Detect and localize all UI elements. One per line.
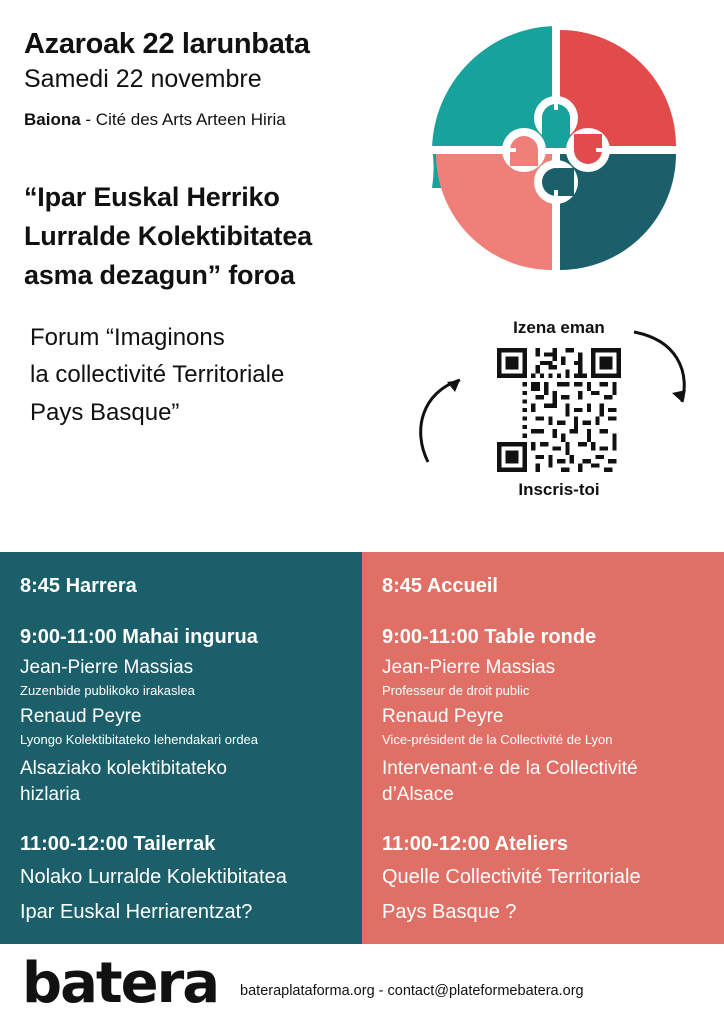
- qr-label-french: Inscris-toi: [518, 480, 600, 499]
- speaker1-name-french: Jean-Pierre Massias: [382, 657, 556, 678]
- forum-title-basque-line2: Lurralde Kolektibitatea: [24, 220, 312, 251]
- batera-logo: batera: [22, 951, 219, 1016]
- venue-city: Baiona: [24, 109, 81, 129]
- poster-footer: [0, 944, 724, 1024]
- qr-code[interactable]: [497, 348, 621, 472]
- forum-title-french-line1: Forum “Imaginons: [30, 324, 225, 352]
- speaker3-line2-french: d’Alsace: [382, 784, 454, 806]
- speaker3-line1-french: Intervenant·e de la Collectivité: [382, 758, 638, 780]
- speaker2-role-french: Vice-président de la Collectivité de Lyon: [382, 731, 613, 747]
- speaker2-role-basque: Lyongo Kolektibitateko lehendakari ordea: [20, 731, 259, 747]
- roundtable-time-basque: 9:00-11:00 Mahai ingurua: [20, 626, 258, 648]
- speaker1-name-basque: Jean-Pierre Massias: [20, 657, 194, 678]
- date-basque: Azaroak 22 larunbata: [24, 28, 310, 60]
- roundtable-time-french: 9:00-11:00 Table ronde: [382, 626, 597, 648]
- speaker3-line2-basque: hizlaria: [20, 784, 81, 806]
- forum-title-basque-line3: asma dezagun” foroa: [24, 260, 295, 291]
- workshop-line1-french: Quelle Collectivité Territoriale: [382, 865, 641, 888]
- program-section: [0, 552, 724, 944]
- workshop-line2-basque: Ipar Euskal Herriarentzat?: [20, 900, 253, 923]
- forum-title-french-line3: Pays Basque”: [30, 398, 180, 426]
- footer-contact: bateraplataforma.org - contact@plateformebatera.org: [240, 983, 584, 999]
- speaker2-name-french: Renaud Peyre: [382, 706, 504, 728]
- puzzle-logo-icon: [428, 22, 688, 282]
- welcome-time-basque: 8:45 Harrera: [20, 575, 137, 597]
- program-column-french: [362, 552, 724, 944]
- qr-label-basque: Izena eman: [513, 318, 605, 337]
- workshop-time-basque: 11:00-12:00 Tailerrak: [20, 832, 216, 855]
- arrow-right-icon: [628, 326, 700, 416]
- speaker3-line1-basque: Alsaziako kolektibitateko: [20, 758, 227, 780]
- date-french: Samedi 22 novembre: [24, 65, 262, 94]
- forum-title-basque: [24, 178, 444, 295]
- venue-name: - Cité des Arts Arteen Hiria: [85, 109, 286, 129]
- forum-title-french: [30, 319, 430, 431]
- welcome-time-french: 8:45 Accueil: [382, 575, 498, 597]
- workshop-line1-basque: Nolako Lurralde Kolektibitatea: [20, 865, 287, 888]
- speaker2-name-basque: Renaud Peyre: [20, 706, 142, 728]
- workshop-time-french: 11:00-12:00 Ateliers: [382, 832, 569, 855]
- forum-title-french-line2: la collectivité Territoriale: [30, 361, 285, 389]
- arrow-left-icon: [402, 370, 472, 480]
- speaker1-role-basque: Zuzenbide publikoko irakaslea: [20, 682, 195, 698]
- speaker1-role-french: Professeur de droit public: [382, 682, 530, 698]
- program-column-basque: [0, 552, 362, 944]
- workshop-line2-french: Pays Basque ?: [382, 900, 517, 923]
- forum-title-basque-line1: “Ipar Euskal Herriko: [24, 181, 280, 212]
- registration-block: [424, 318, 694, 500]
